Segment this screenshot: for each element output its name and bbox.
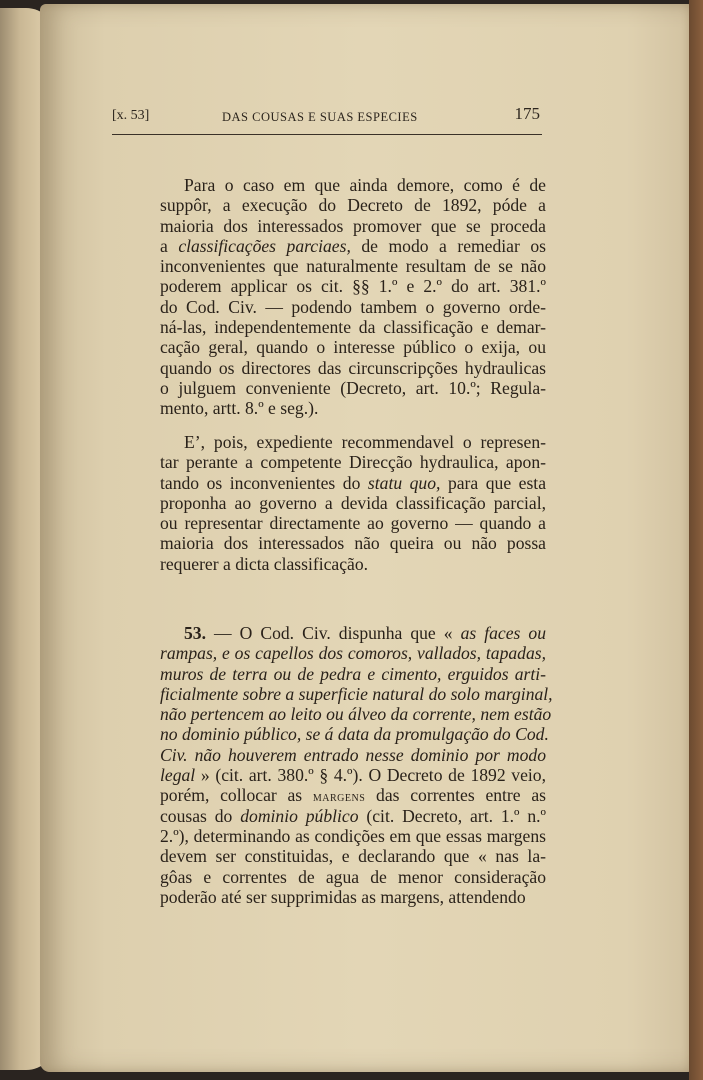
text-line	[160, 317, 546, 337]
text-line	[160, 378, 546, 398]
paragraph-1	[160, 175, 546, 419]
text-run: maioria dos interessados não queira ou não possa	[160, 533, 546, 554]
text-run: (cit. Decreto, art. 1.º n.º	[358, 805, 547, 826]
text-line	[160, 887, 546, 907]
text-run: legal	[160, 765, 196, 786]
text-line	[160, 513, 546, 533]
text-line	[160, 473, 546, 493]
text-line	[160, 216, 546, 236]
text-run: E’, pois, expediente recommendavel o represen-	[184, 432, 546, 452]
text-line	[160, 337, 546, 357]
book-cover-edge	[689, 0, 703, 1080]
text-run: cação geral, quando o interesse público o exija, ou	[160, 337, 546, 358]
text-run: não pertencem ao leito ou álveo da corrente, nem estão	[160, 704, 552, 725]
text-run: 2.º), determinando as condições em que essas margens	[160, 825, 546, 846]
text-line	[160, 683, 553, 704]
text-line	[160, 846, 546, 866]
text-run: statu quo,	[367, 472, 441, 493]
text-run: no dominio público, se á data da promulgação do Cod.	[160, 724, 549, 745]
text-run: » (cit. art. 380.º § 4.º). O Decreto de 1892 veio,	[195, 765, 546, 786]
page-number: 175	[514, 104, 540, 123]
text-run: — O Cod. Civ. dispunha que «	[206, 623, 461, 643]
text-line	[160, 643, 546, 663]
text-line	[160, 867, 546, 887]
text-line	[160, 452, 546, 472]
text-run: cousas do	[160, 805, 241, 826]
text-line	[160, 623, 546, 643]
text-run: rampas, e os capellos dos comoros, vallados, tapadas,	[160, 643, 546, 664]
text-run: requerer a dicta classificação.	[160, 553, 369, 574]
running-header	[112, 100, 542, 135]
text-run: porém, collocar as	[160, 785, 313, 806]
text-run: proponha ao governo a devida classificação parcial,	[160, 492, 546, 513]
text-run: margens	[312, 790, 366, 806]
text-run: do Cod. Civ. — podendo tambem o governo orde-	[160, 296, 546, 317]
text-run: Civ. não houverem entrado nesse dominio por modo	[160, 744, 546, 765]
text-run: poderem applicar os cit. §§ 1.º e 2.º do art. 381.º	[160, 276, 546, 297]
text-run: muros de terra ou de pedra e cimento, erguidos arti-	[160, 663, 546, 684]
text-run: de modo a remediar os	[350, 235, 546, 256]
text-line	[160, 493, 546, 513]
text-line	[160, 664, 546, 684]
text-run: para que esta	[440, 472, 547, 493]
text-line	[160, 297, 546, 317]
text-run: gôas e correntes de agua de menor consideração	[160, 866, 546, 887]
text-run: ná-las, independentemente da classificação e demar-	[160, 317, 546, 338]
text-line	[160, 533, 546, 553]
text-run: a	[160, 235, 179, 256]
text-run: 53.	[184, 623, 206, 643]
text-run: Para o caso em que ainda demore, como é de	[184, 175, 546, 195]
text-run: as faces ou	[460, 623, 546, 643]
text-run: o julguem conveniente (Decreto, art. 10.º; Regula-	[160, 377, 546, 398]
text-line	[160, 398, 546, 418]
paragraph-2	[160, 432, 546, 574]
text-run: ficialmente sobre a superficie natural do solo marginal,	[160, 683, 553, 704]
text-run: devem ser constituidas, e declarando que « nas la-	[160, 846, 546, 867]
text-run: tar perante a competente Direcção hydraulica, apon-	[160, 452, 546, 473]
text-line	[160, 554, 546, 574]
text-run: maioria dos interessados promover que se proceda	[160, 215, 546, 236]
text-run: poderão até ser supprimidas as margens, attendendo	[160, 886, 526, 907]
text-line	[160, 358, 546, 378]
text-line	[160, 765, 546, 785]
text-run: suppôr, a execução do Decreto de 1892, póde a	[160, 195, 546, 216]
text-run: das correntes entre as	[365, 785, 546, 806]
text-line	[160, 826, 546, 846]
text-run: tando os inconvenientes do	[160, 472, 368, 493]
text-line	[160, 236, 546, 256]
text-line	[160, 806, 546, 826]
text-run: inconvenientes que naturalmente resultam de se não	[160, 256, 546, 277]
text-run: ou representar directamente ao governo — quando a	[160, 513, 546, 534]
text-line	[160, 276, 546, 296]
text-run: classificações parciaes,	[178, 235, 351, 256]
text-line	[160, 704, 552, 725]
text-line	[160, 256, 546, 276]
text-line	[160, 785, 546, 805]
chapter-title: DAS COUSAS E SUAS ESPECIES	[222, 110, 418, 124]
section-reference: [x. 53]	[112, 108, 150, 123]
text-run: dominio público	[240, 805, 359, 826]
text-run: quando os directores das circunscripções hydraulicas	[160, 357, 546, 378]
paragraph-3-section-53	[160, 623, 553, 907]
text-line	[160, 724, 549, 745]
text-line	[160, 175, 546, 195]
text-line	[160, 745, 546, 765]
text-line	[160, 432, 546, 452]
text-run: mento, artt. 8.º e seg.).	[160, 398, 319, 419]
text-line	[160, 195, 546, 215]
